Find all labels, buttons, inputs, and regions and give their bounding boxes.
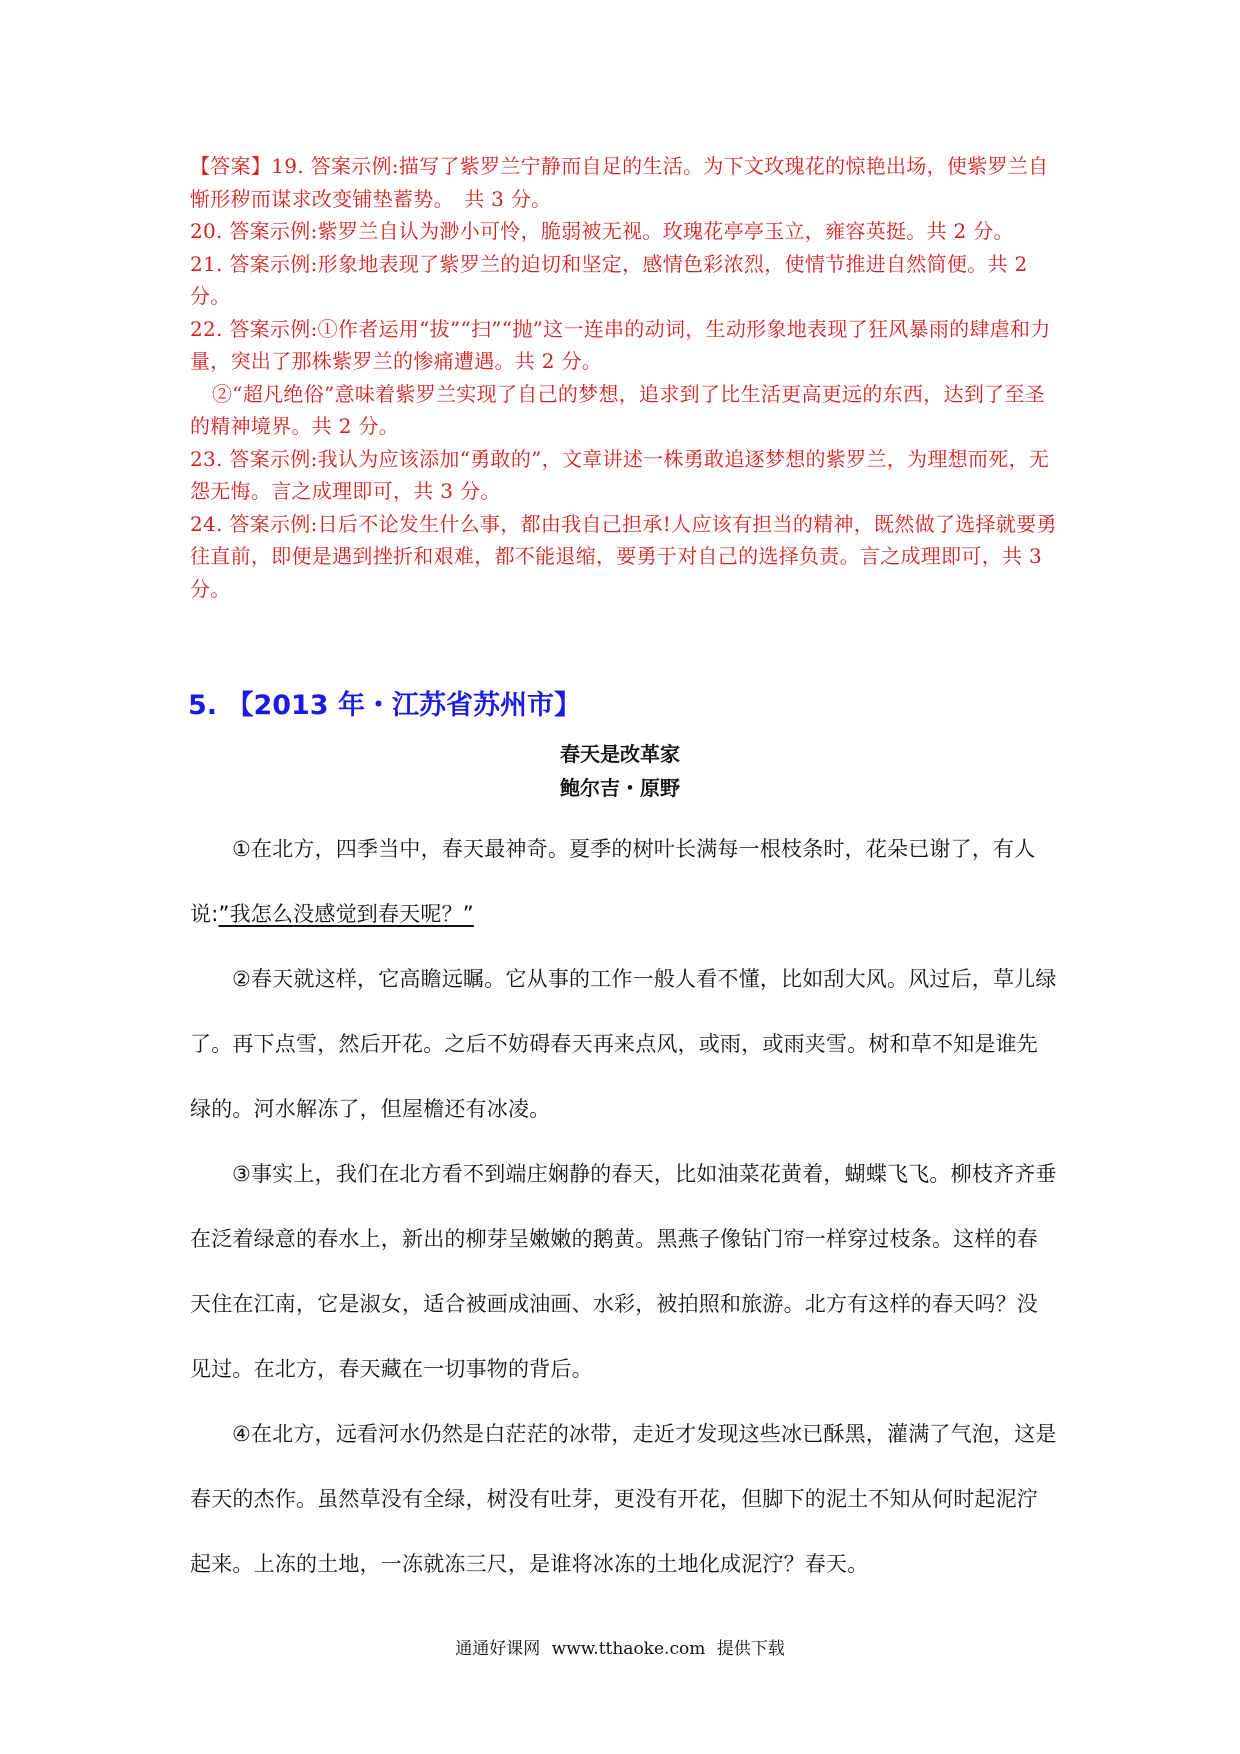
paragraph-2: ②春天就这样，它高瞻远瞩。它从事的工作一般人看不懂，比如刮大风。风过后，草儿绿了。再下点雪，然后开花。之后不妨碍春天再来点风，或雨，或雨夹雪。树和草不知是谁先绿的。河水解冻了，但屋檐还有冰凌。 (190, 967, 1057, 1121)
paragraph-1-text: ①在北方，四季当中，春天最神奇。夏季的树叶长满每一根枝条时，花朵已谢了，有人说: (190, 837, 1036, 926)
article-body (190, 817, 1058, 1597)
answer-23: 23. 答案示例:我认为应该添加“勇敢的”，文章讲述一株勇敢追逐梦想的紫罗兰，为理想而死，无怨无悔。言之成理即可，共 3 分。 (190, 446, 1050, 503)
footer-download-note: 提供下载 (716, 1639, 785, 1659)
answer-21: 21. 答案示例:形象地表现了紫罗兰的迫切和坚定，感情色彩浓烈，使情节推进自然简便。共 2 分。 (190, 251, 1028, 308)
article-title: 春天是改革家 (560, 742, 680, 766)
answer-22-part-1: 22. 答案示例:①作者运用“拔”“扫”“抛”这一连串的动词，生动形象地表现了狂风暴雨的肆虐和力量，突出了那株紫罗兰的惨痛遭遇。共 2 分。 (190, 316, 1051, 373)
page-footer (0, 1636, 1240, 1662)
answer-20: 20. 答案示例:紫罗兰自认为渺小可怜，脆弱被无视。玫瑰花亭亭玉立，雍容英挺。共 2 分。 (190, 219, 1014, 243)
article-author: 鲍尔吉・原野 (560, 776, 680, 800)
answer-key (190, 150, 1060, 605)
answer-24: 24. 答案示例:日后不论发生什么事，都由我自己担承!人应该有担当的精神，既然做了选择就要勇往直前，即便是遇到挫折和艰难，都不能退缩，要勇于对自己的选择负责。言之成理即可，共 3 分。 (190, 511, 1057, 601)
paragraph-1-quote: ”我怎么没感觉到春天呢？” (218, 902, 474, 926)
answer-22-part-2: ②“超凡绝俗”意味着紫罗兰实现了自己的梦想，追求到了比生活更高更远的东西，达到了至圣的精神境界。共 2 分。 (190, 381, 1046, 438)
paragraph-1 (190, 817, 1058, 947)
footer-url: www.tthaoke.com (551, 1639, 706, 1659)
paragraph-4: ④在北方，远看河水仍然是白茫茫的冰带，走近才发现这些冰已酥黑，灌满了气泡，这是春天的杰作。虽然草没有全绿，树没有吐芽，更没有开花，但脚下的泥土不知从何时起泥泞起来。上冻的土地，一冻就冻三尺，是谁将冰冻的土地化成泥泞？春天。 (190, 1422, 1057, 1576)
paragraph-3: ③事实上，我们在北方看不到端庄娴静的春天，比如油菜花黄着，蝴蝶飞飞。柳枝齐齐垂在泛着绿意的春水上，新出的柳芽呈嫩嫩的鹅黄。黑燕子像钻门帘一样穿过枝条。这样的春天住在江南，它是淑女，适合被画成油画、水彩，被拍照和旅游。北方有这样的春天吗？没见过。在北方，春天藏在一切事物的背后。 (190, 1162, 1057, 1381)
footer-site-name: 通通好课网 (455, 1639, 541, 1659)
answer-19: 【答案】19. 答案示例:描写了紫罗兰宁静而自足的生活。为下文玫瑰花的惊艳出场，使紫罗兰自惭形秽而谋求改变铺垫蓄势。 共 3 分。 (190, 154, 1049, 211)
section-heading: 5. 【2013 年・江苏省苏州市】 (188, 690, 581, 721)
